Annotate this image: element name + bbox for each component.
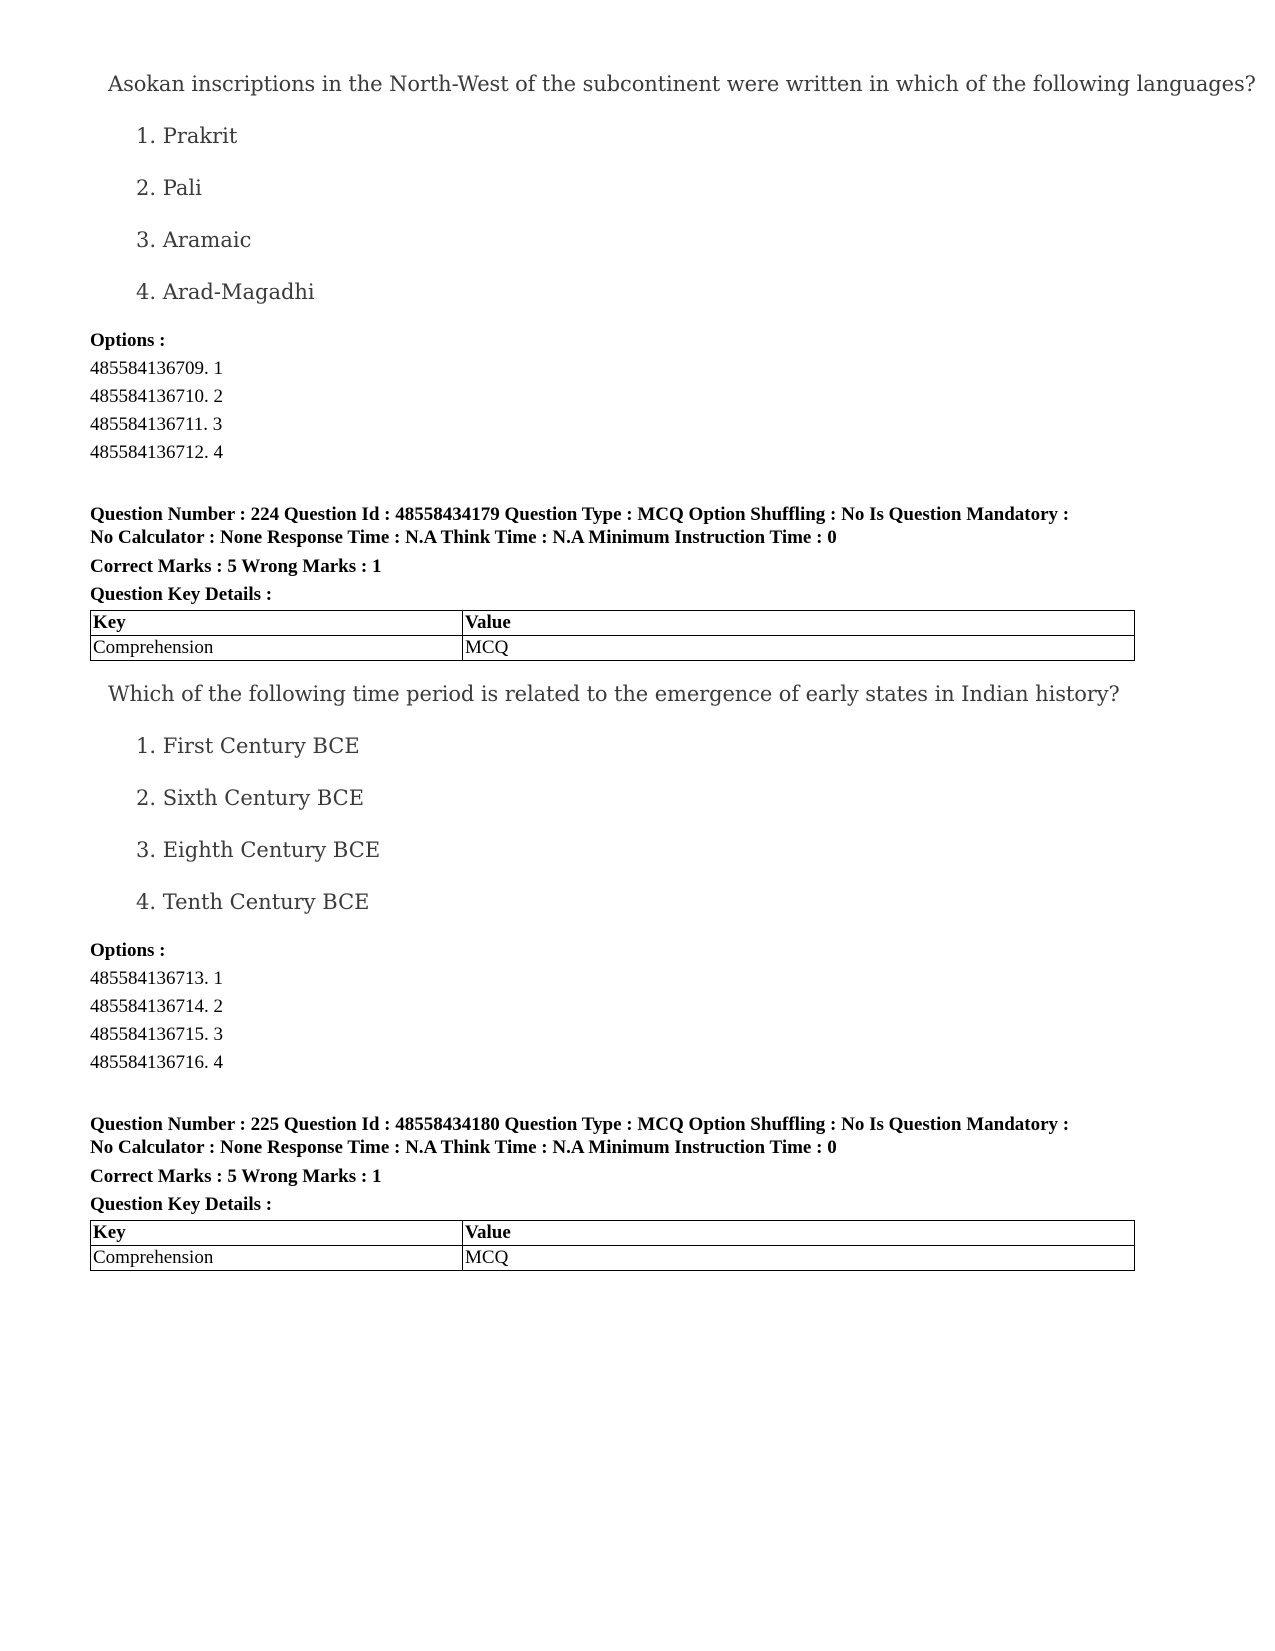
table-row (91, 1246, 1135, 1271)
choice-item: 1. First Century BCE (136, 734, 360, 758)
meta-line: Question Number : 225 Question Id : 48558434180 Question Type : MCQ Option Shuffling : No Is Question Mandatory : (90, 1114, 1070, 1135)
choice-item: 3. Eighth Century BCE (136, 838, 381, 862)
question-text: Which of the following time period is related to the emergence of early states in Indian history? (108, 682, 1120, 706)
option-row: 485584136709. 1 (90, 358, 223, 379)
table-header: Value (463, 611, 1135, 636)
choice-item: 2. Sixth Century BCE (136, 786, 365, 810)
option-row: 485584136713. 1 (90, 968, 223, 989)
choice-item: 3. Aramaic (136, 228, 252, 252)
option-row: 485584136714. 2 (90, 996, 223, 1017)
options-block-223 (90, 327, 223, 467)
option-row: 485584136716. 4 (90, 1052, 223, 1073)
table-header: Value (463, 1221, 1135, 1246)
question-image-223 (108, 72, 1256, 304)
choice-item: 4. Tenth Century BCE (136, 890, 370, 914)
key-details-table-225 (90, 1220, 1135, 1271)
table-header-row (91, 1221, 1135, 1246)
question-meta-224 (90, 503, 1190, 609)
marks-line: Correct Marks : 5 Wrong Marks : 1 (90, 556, 382, 577)
table-row (91, 636, 1135, 661)
option-row: 485584136711. 3 (90, 414, 223, 435)
table-cell: MCQ (463, 1246, 1135, 1271)
key-details-label: Question Key Details : (90, 1194, 273, 1215)
meta-line: No Calculator : None Response Time : N.A Think Time : N.A Minimum Instruction Time : 0 (90, 1137, 837, 1158)
meta-line: Question Number : 224 Question Id : 48558434179 Question Type : MCQ Option Shuffling : No Is Question Mandatory : (90, 504, 1070, 525)
options-label: Options : (90, 940, 166, 961)
choice-item: 1. Prakrit (136, 124, 238, 148)
key-details-table-224 (90, 610, 1135, 661)
table-header: Key (91, 611, 463, 636)
table-cell: Comprehension (91, 636, 463, 661)
options-label: Options : (90, 330, 166, 351)
options-block-224 (90, 937, 223, 1077)
option-row: 485584136715. 3 (90, 1024, 223, 1045)
table-header-row (91, 611, 1135, 636)
question-meta-225 (90, 1113, 1190, 1219)
table-cell: MCQ (463, 636, 1135, 661)
meta-line: No Calculator : None Response Time : N.A Think Time : N.A Minimum Instruction Time : 0 (90, 527, 837, 548)
marks-line: Correct Marks : 5 Wrong Marks : 1 (90, 1166, 382, 1187)
option-row: 485584136710. 2 (90, 386, 223, 407)
key-details-label: Question Key Details : (90, 584, 273, 605)
choice-item: 4. Arad-Magadhi (136, 280, 315, 304)
option-row: 485584136712. 4 (90, 442, 223, 463)
table-cell: Comprehension (91, 1246, 463, 1271)
question-text: Asokan inscriptions in the North-West of the subcontinent were written in which of the following languages? (108, 72, 1256, 96)
table-header: Key (91, 1221, 463, 1246)
choice-item: 2. Pali (136, 176, 202, 200)
question-image-224 (108, 682, 1120, 914)
